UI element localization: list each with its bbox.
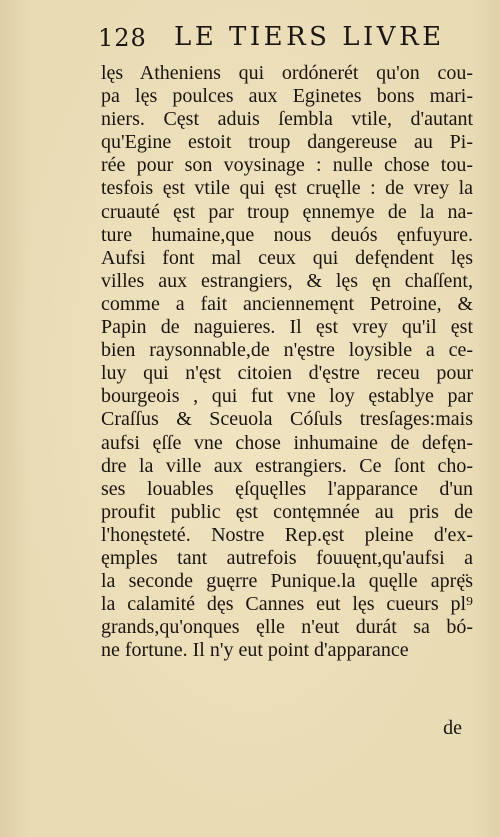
catchword: de: [443, 717, 462, 739]
text-line: villes aux estrangiers, & lęs ęn chaſſent,: [101, 269, 473, 292]
text-line: ne fortune. Il n'y eut point d'apparance: [101, 639, 409, 662]
text-line: ture humaine,que nous deuós ęnfuyure.: [101, 223, 473, 246]
text-line: Papin de naguieres. Il ęst vrey qu'il ęst: [101, 316, 473, 339]
text-line: aufsi ęſſe vne chose inhumaine de defęn-: [101, 431, 473, 454]
text-line: pa lęs poulces aux Eginetes bons mari-: [101, 85, 473, 108]
text-line: la calamité dęs Cannes eut lęs cueurs pl⁹: [101, 593, 473, 616]
text-line: grands,qu'onques ęlle n'eut durát sa bó-: [101, 616, 473, 639]
page-number: 128: [98, 24, 147, 52]
text-line: cruauté ęst par troup ęnnemye de la na-: [101, 200, 473, 223]
text-line: Aufsi font mal ceux qui defęndent lęs: [101, 246, 473, 269]
text-line: ęmples tant autrefois fouuęnt,qu'aufsi a: [101, 546, 473, 569]
text-line: l'honęsteté. Nostre Rep.ęst pleine d'ex-: [101, 523, 473, 546]
text-line: bien raysonnable,de n'ęstre loysible a ce-: [101, 339, 473, 362]
text-line: dre la ville aux estrangiers. Ce ſont cho-: [101, 454, 473, 477]
page-header: [98, 22, 445, 62]
text-line: Craſſus & Sceuola Cóſuls tresſages:mais: [101, 408, 473, 431]
text-line: tesfois ęst vtile qui ęst cruęlle : de vrey la: [101, 177, 473, 200]
text-line: proufit public ęst contęmnée au pris de: [101, 500, 473, 523]
text-line: bourgeois , qui fut vne loy ęstablye par: [101, 385, 473, 408]
text-line: la seconde guęrre Punique.la quęlle aprę̈s: [101, 570, 473, 593]
text-line: luy qui n'ęst citoien d'ęstre receu pour: [101, 362, 473, 385]
text-line: niers. Cęst aduis ſembla vtile, d'autant: [101, 108, 473, 131]
text-line: rée pour son voysinage : nulle chose tou-: [101, 154, 473, 177]
running-head: LE TIERS LIVRE: [174, 22, 445, 52]
text-line: qu'Egine estoit troup dangereuse au Pi-: [101, 131, 473, 154]
text-line: ses louables ęſquęlles l'apparance d'un: [101, 477, 473, 500]
body-text: [101, 62, 473, 662]
text-line: lęs Atheniens qui ordónerét qu'on cou-: [101, 62, 473, 84]
text-line: comme a fait anciennemęnt Petroine, &: [101, 292, 473, 315]
